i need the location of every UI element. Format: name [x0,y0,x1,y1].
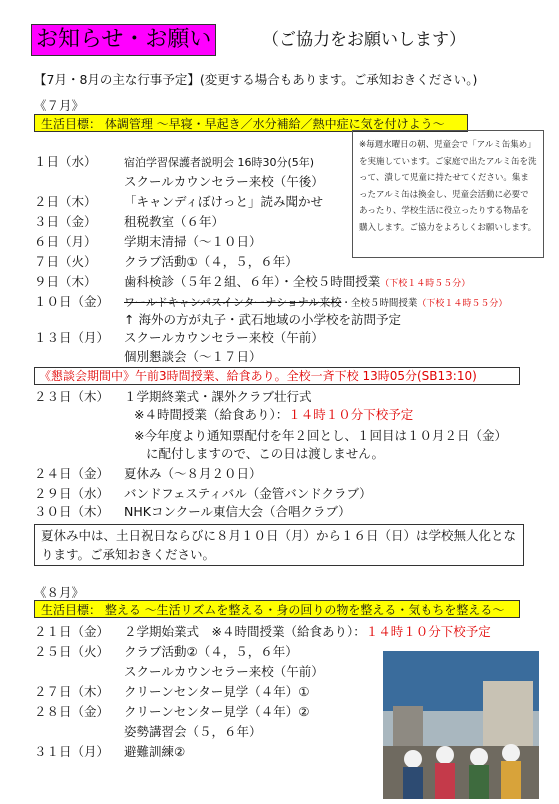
august-label: 《８月》 [34,585,85,600]
list-item: ２１日（金） ２学期始業式 ※４時間授業（給食あり）：１４時１０分下校予定 [34,624,491,639]
list-item: ↑ 海外の方が丸子・武石地域の小学校を訪問予定 [124,312,401,327]
list-item: ※今年度より通知票配付を年２回とし、１回目は１０月２日（金） [134,428,507,443]
july-label: 《７月》 [34,98,85,113]
august-goal: 生活目標： 整える ～生活リズムを整える・身の回りの物を整える・気もちを整える～ [34,600,520,618]
list-item: １日（水） 宿泊学習保護者説明会 16時30分(5年) [34,154,315,169]
list-item: ３１日（月） 避難訓練② [34,744,186,759]
summer-holiday-notice: 夏休み中は、土日祝日ならびに８月１０日（月）から１６日（日）は学校無人化となります。ご承知おきください。 [34,524,524,566]
students-photo-icon [383,651,539,799]
list-item: に配付しますので、この日は渡しません。 [146,446,385,461]
list-item: ２３日（木） １学期終業式・課外クラブ壮行式 [34,389,312,404]
list-item: ２７日（木） クリーンセンター見学（４年）① [34,684,310,699]
list-item: スクールカウンセラー来校（午後） [124,174,324,189]
list-item: ２９日（水） バンドフェスティバル（金管バンドクラブ） [34,486,372,501]
list-item: ３日（金） 租税教室（６年） [34,214,225,229]
list-item: ２８日（金） クリーンセンター見学（４年）② [34,704,310,719]
list-item: ２４日（金） 夏休み（～８月２０日） [34,466,262,481]
list-item: ２５日（火） クラブ活動②（４，５，６年） [34,644,298,659]
list-item: 姿勢講習会（５，６年） [124,724,262,739]
list-item: スクールカウンセラー来校（午前） [124,664,324,679]
intro-text: 【7月・8月の主な行事予定】(変更する場合もあります。ご承知おきください。) [34,72,478,87]
students-photo [383,651,539,799]
list-item: ２日（木） 「キャンディぼけっと」読み聞かせ [34,194,324,209]
list-item: １３日（月） スクールカウンセラー来校（午前） [34,330,324,345]
page-subtitle: （ご協力をお願いします） [262,30,466,50]
aluminum-note: ※毎週水曜日の朝、児童会で「アルミ缶集め」を実施しています。ご家庭で出たアルミ缶を洗って、潰して児童に持たせてください。集まったアルミ缶は換金し、児童会活動に必要であったり、学校生活に役立ったりする物品を購入します。ご協力をよろしくお願いします。 [352,130,544,258]
list-item: ６日（月） 学期末清掃（～１０日） [34,234,262,249]
list-item: ３０日（木） NHKコンクール東信大会（合唱クラブ） [34,504,351,519]
page-title: お知らせ・お願い [31,24,216,56]
july-goal: 生活目標： 体調管理 ～早寝・早起き／水分補給／熱中症に気を付けよう～ [34,114,468,132]
list-item: １０日（金） ワールドキャンパスインターナショナル来校・全校５時間授業（下校１４時５５分） [34,294,508,309]
list-item: ※４時間授業（給食あり）：１４時１０分下校予定 [134,407,414,422]
list-item: 個別懇談会（～１７日） [124,349,262,364]
conference-period-notice: 《懇談会期間中》午前3時間授業、給食あり。全校一斉下校 13時05分(SB13:10) [34,367,520,385]
list-item: ７日（火） クラブ活動①（４，５，６年） [34,254,298,269]
list-item: ９日（木） 歯科検診（５年２組、６年）・全校５時間授業（下校１４時５５分） [34,274,471,289]
